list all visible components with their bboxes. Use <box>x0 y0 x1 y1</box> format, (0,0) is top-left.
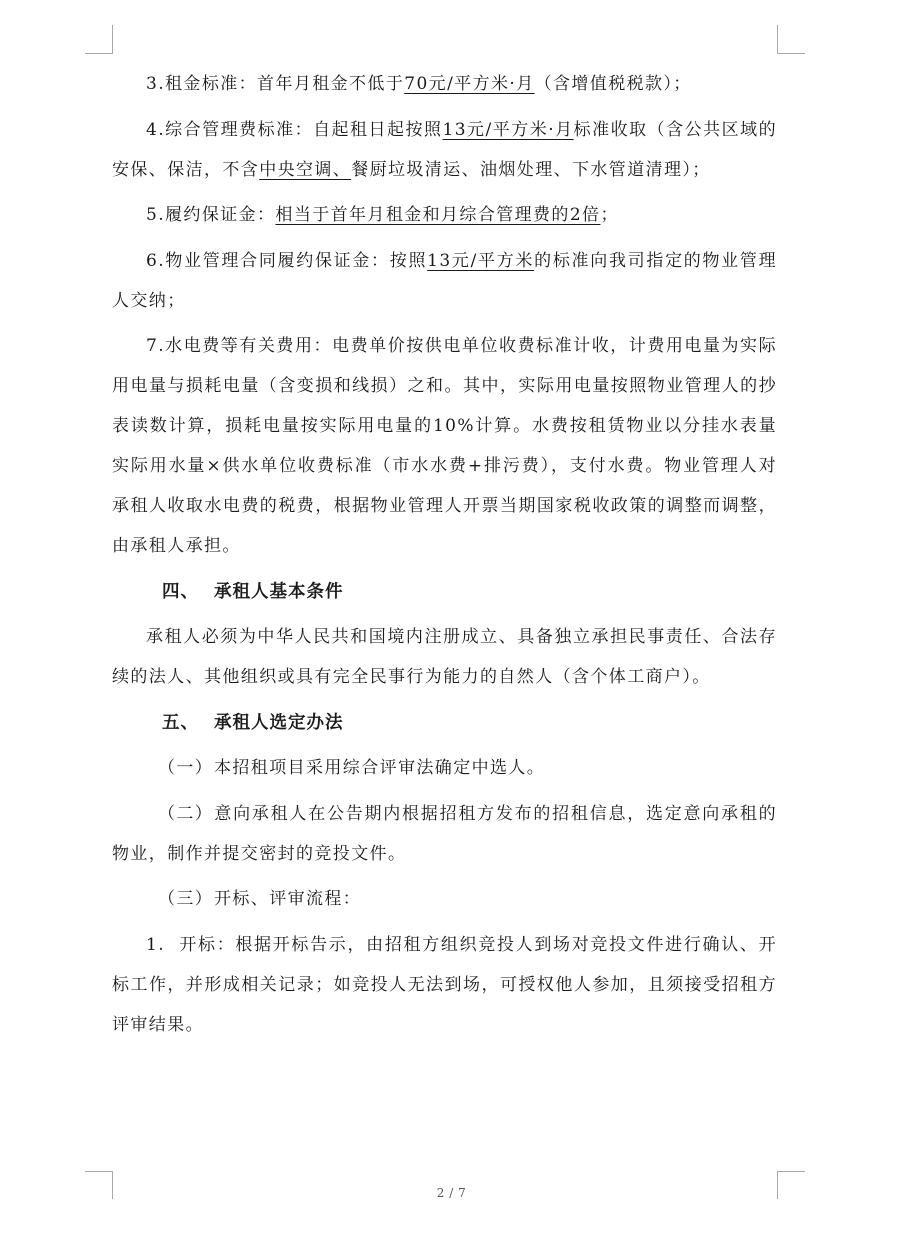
document-body <box>112 64 777 1050</box>
page-corner-top-right <box>777 25 805 54</box>
paragraph <box>112 241 777 321</box>
text-run: 餐厨垃圾清运、油烟处理、下水管道清理）； <box>351 159 711 180</box>
underlined-text: 中央空调、 <box>259 159 352 180</box>
text-run: 的标准向我司指定的物业管理人交纳； <box>112 250 777 311</box>
section-heading <box>112 572 777 612</box>
text-run: 标准收取（含公共区域的安保、保洁，不含 <box>112 119 777 180</box>
section-number: 五、 <box>162 712 199 733</box>
text-run: 7.水电费等有关费用：电费单价按供电单位收费标准计收，计费用电量为实际用电量与损耗电量（含变损和线损）之和。其中，实际用电量按照物业管理人的抄表读数计算，损耗电量按实际用电量的10%计算。水费按租赁物业以分挂水表量实际用水量×供水单位收费标准（市水水费+排污费），支付水费。物业管理人对承租人收取水电费的税费，根据物业管理人开票当期国家税收政策的调整而调整，由承租人承担。 <box>112 336 777 556</box>
item-number: 1. <box>146 934 166 955</box>
page-number: 2 / 7 <box>436 1186 467 1200</box>
text-run: 3.租金标准：首年月租金不低于 <box>146 74 405 94</box>
text-run: ； <box>600 205 619 225</box>
paragraph <box>112 195 777 235</box>
item-text: 开标：根据开标告示，由招租方组织竞投人到场对竞投文件进行确认、开标工作，并形成相关记录；如竞投人无法到场，可授权他人参加，且须接受招租方评审结果。 <box>112 934 777 1035</box>
subsection-number: （三） <box>158 889 214 909</box>
text-run: 6.物业管理合同履约保证金：按照 <box>146 250 428 271</box>
text-run: （含增值税税款）； <box>534 74 692 94</box>
subsection-number: （二） <box>158 803 214 824</box>
subsection-text: 开标、评审流程： <box>214 889 362 909</box>
underlined-text: 13元/平方米·月 <box>442 119 574 140</box>
section-heading <box>112 703 777 743</box>
subsection-item <box>112 794 777 874</box>
underlined-text: 13元/平方米 <box>427 250 535 271</box>
section-title: 承租人选定办法 <box>214 712 344 733</box>
page-corner-top-left <box>85 25 113 54</box>
subsection-item <box>112 879 777 919</box>
text-run: 4.综合管理费标准：自起租日起按照 <box>146 119 443 140</box>
subsection-text: 意向承租人在公告期内根据招租方发布的招租信息，选定意向承租的物业，制作并提交密封的竞投文件。 <box>112 803 777 864</box>
paragraph <box>112 64 777 104</box>
section-title: 承租人基本条件 <box>214 581 344 602</box>
section-number: 四、 <box>162 581 199 602</box>
subsection-item <box>112 748 777 788</box>
paragraph <box>112 110 777 190</box>
paragraph <box>112 617 777 697</box>
text-run: 承租人必须为中华人民共和国境内注册成立、具备独立承担民事责任、合法存续的法人、其他组织或具有完全民事行为能力的自然人（含个体工商户）。 <box>112 627 777 687</box>
underlined-text: 70元/平方米·月 <box>404 74 535 94</box>
subsection-text: 本招租项目采用综合评审法确定中选人。 <box>214 758 546 778</box>
numbered-item <box>112 925 777 1045</box>
text-run: 5.履约保证金： <box>146 205 276 225</box>
paragraph <box>112 326 777 566</box>
subsection-number: （一） <box>158 758 214 778</box>
underlined-text: 相当于首年月租金和月综合管理费的2倍 <box>275 205 601 225</box>
